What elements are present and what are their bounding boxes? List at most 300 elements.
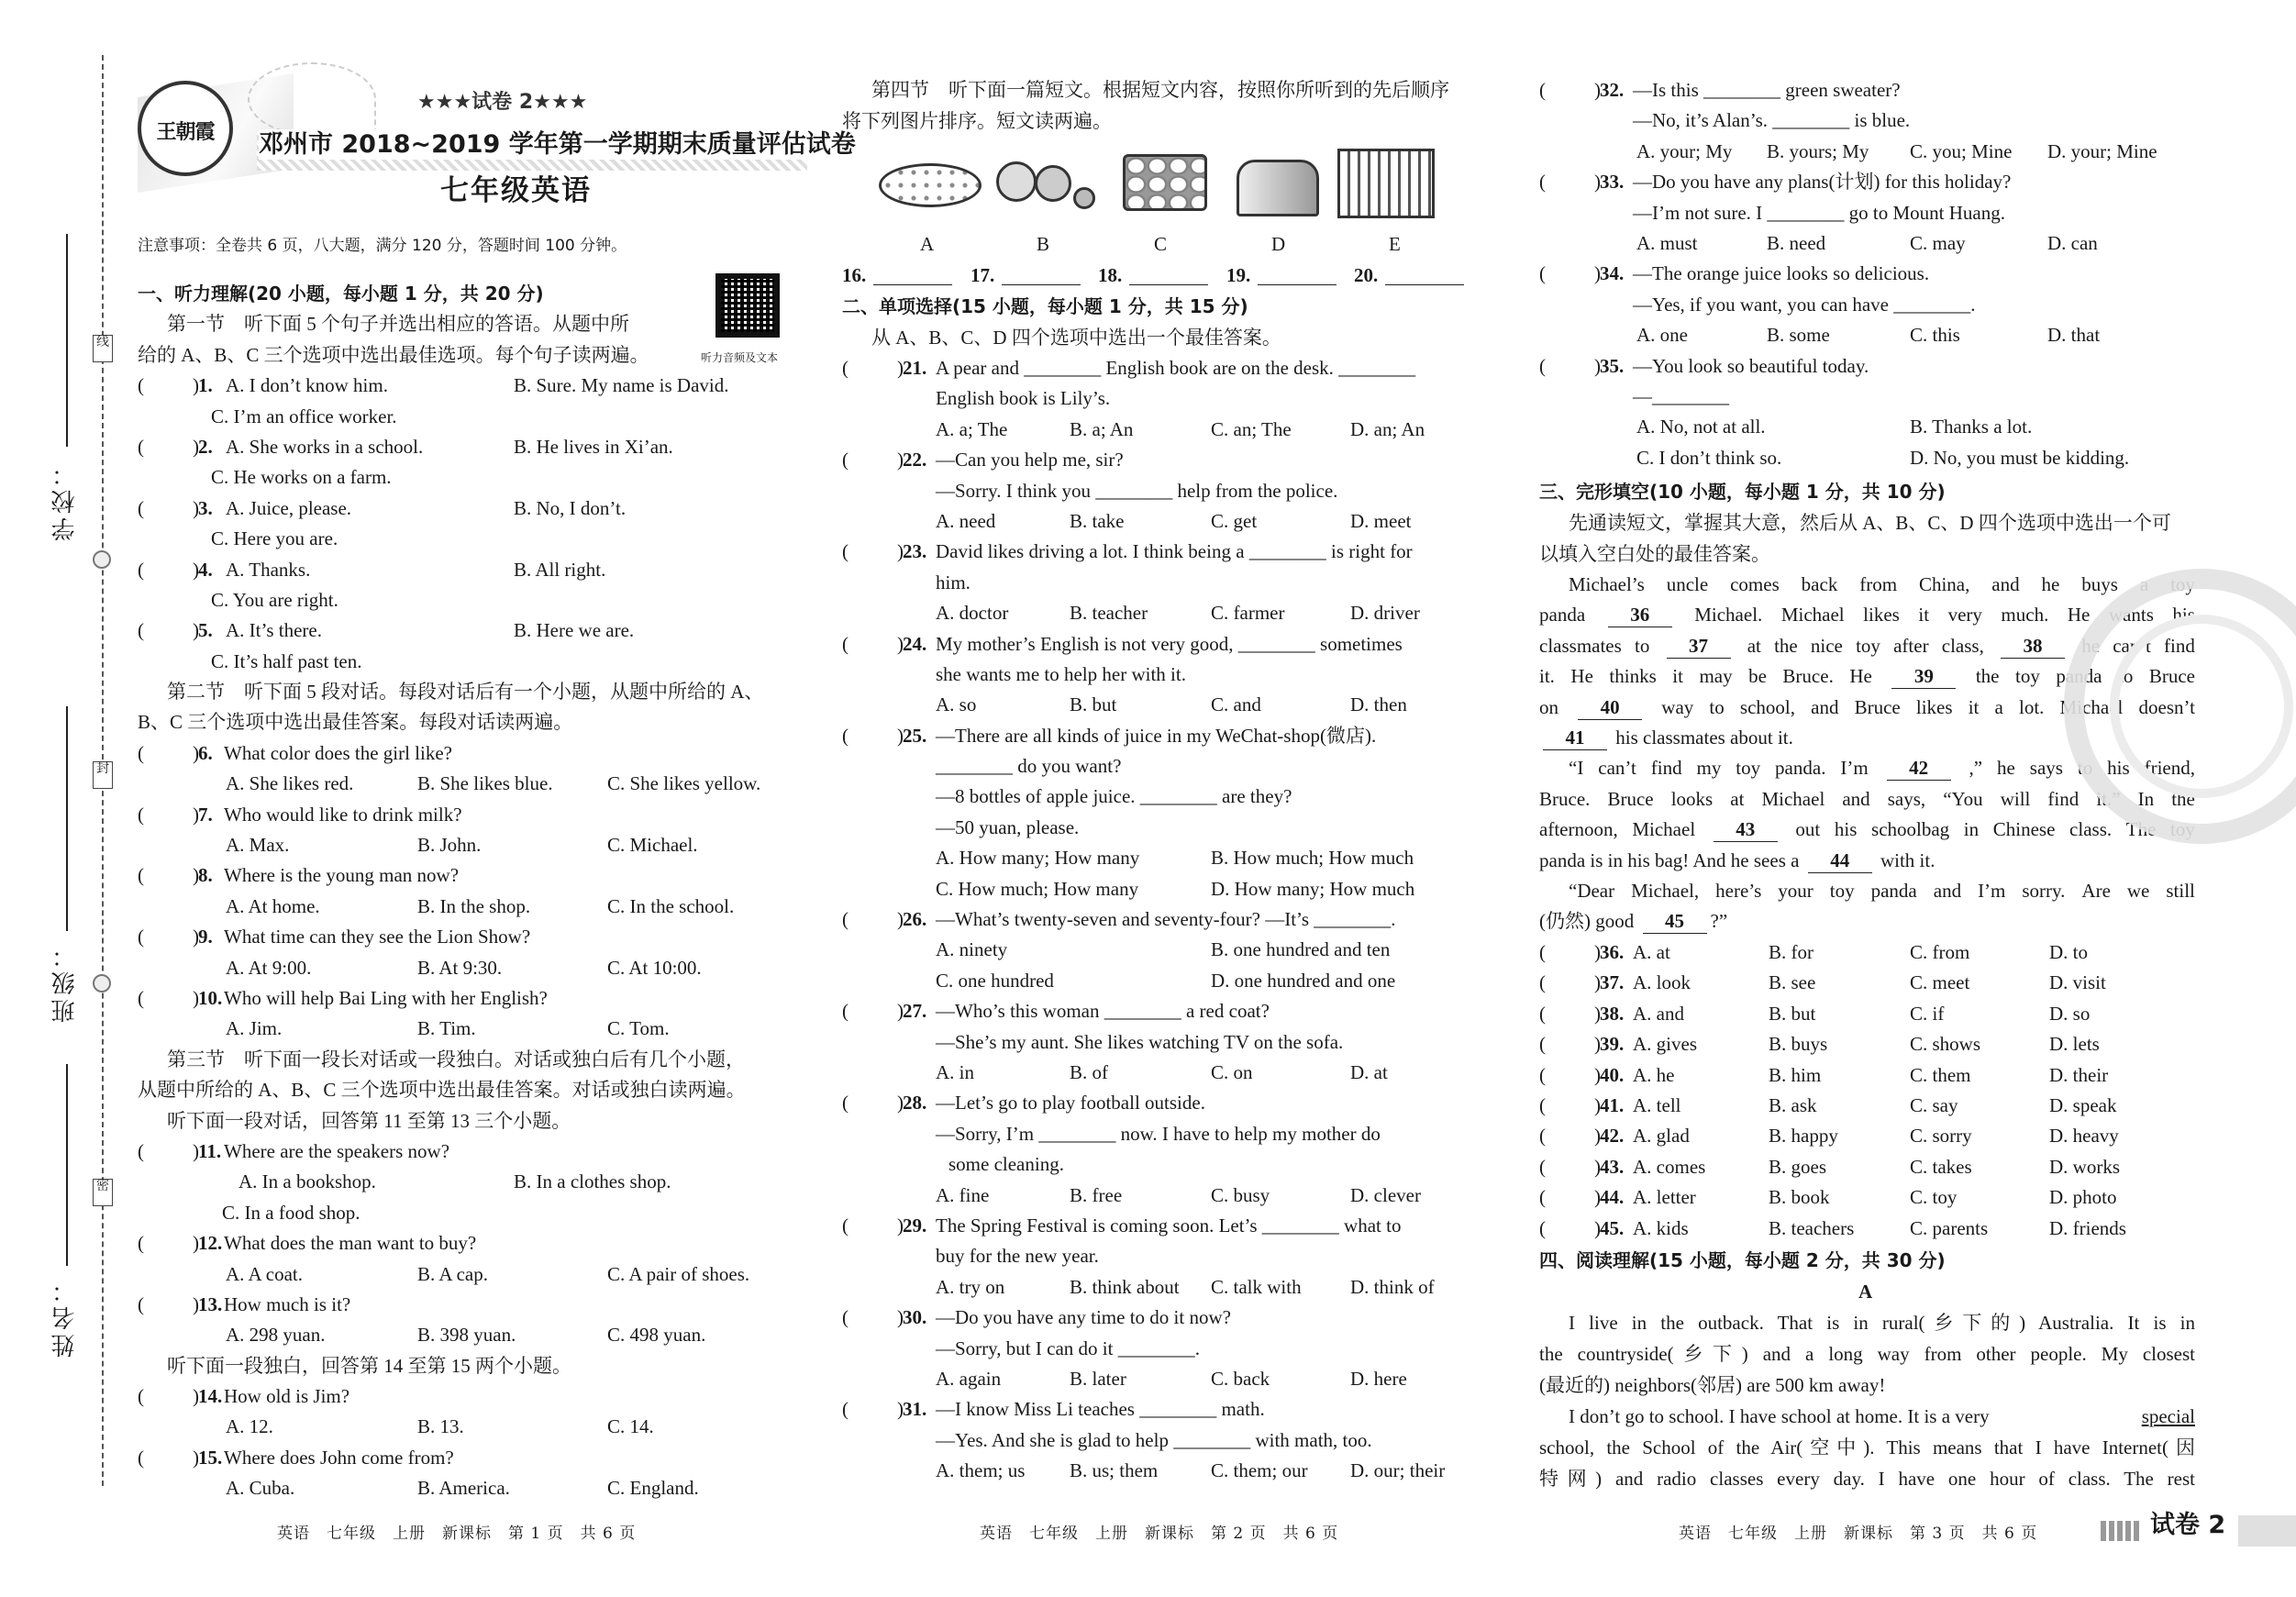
option-c[interactable]: C. sorry — [1910, 1125, 1972, 1148]
cloze-text: with it. — [1875, 848, 1936, 871]
cloze-word: school, — [1739, 695, 1795, 718]
option-a[interactable]: A. 298 yuan. — [226, 1324, 326, 1347]
cloze-intro-2: 以填入空白处的最佳答案。 — [1539, 543, 1770, 565]
answer-paren-open: ( — [1539, 1093, 1546, 1116]
cloze-word: panda — [1870, 879, 1917, 902]
option-c[interactable]: C. farmer — [1211, 602, 1285, 625]
option-b[interactable]: B. happy — [1769, 1125, 1838, 1148]
answer-paren-open: ( — [1539, 971, 1546, 994]
option-a[interactable]: A. again — [936, 1367, 1002, 1390]
option-a[interactable]: A. tell — [1633, 1093, 1681, 1116]
cloze-word: find — [2047, 787, 2080, 810]
question-text: What does the man want to buy? — [224, 1232, 477, 1255]
option-row — [138, 1198, 807, 1228]
answer-paren-open: ( — [138, 1292, 144, 1315]
option-a[interactable]: A. No, not at all. — [1636, 416, 1766, 438]
option-d[interactable]: D. can — [2047, 231, 2098, 254]
footer-page-3: 英语 七年级 上册 新课标 第 3 页 共 6 页 — [1679, 1525, 2038, 1543]
option-b[interactable]: B. He lives in Xi’an. — [514, 435, 673, 458]
option-b[interactable]: B. teachers — [1769, 1216, 1855, 1239]
option-c[interactable]: C. She likes yellow. — [607, 772, 761, 795]
answer-paren-open: ( — [138, 1139, 144, 1162]
question-text: —Do you have any time to do it now? — [936, 1306, 1231, 1329]
option-c[interactable]: C. them; our — [1211, 1459, 1308, 1482]
option-b[interactable]: B. She likes blue. — [417, 772, 553, 795]
options-row — [138, 1412, 807, 1442]
cloze-word: at — [1747, 634, 1761, 657]
option-row — [138, 524, 807, 554]
answer-paren-open: ( — [842, 724, 849, 747]
cloze-word: China, — [1918, 573, 1970, 595]
option-c[interactable]: C. toy — [1910, 1186, 1958, 1209]
answer-paren-open: ( — [1539, 1002, 1546, 1025]
cloze-blank-41[interactable]: 41 — [1543, 726, 1607, 750]
cloze-blank-44[interactable]: 44 — [1808, 848, 1872, 873]
answer-paren-close: ) — [193, 1292, 199, 1315]
option-c[interactable]: C. them — [1910, 1063, 1971, 1086]
cloze-word: He — [2067, 604, 2091, 627]
option-a[interactable]: C. How much; How many — [936, 877, 1139, 900]
option-c[interactable]: C. England. — [607, 1477, 699, 1500]
option-c[interactable]: C. this — [1910, 324, 1960, 347]
option-a[interactable]: A. I don’t know him. — [226, 374, 388, 397]
column-2 — [842, 353, 1498, 1486]
question-row — [138, 1137, 807, 1167]
option-b[interactable]: B. yours; My — [1767, 139, 1869, 162]
option-c[interactable]: C. and — [1211, 693, 1261, 716]
option-d[interactable]: D. driver — [1350, 602, 1420, 625]
cloze-word: and — [1991, 573, 2020, 595]
option-c[interactable]: C. A pair of shoes. — [607, 1262, 750, 1285]
option-c[interactable]: C. In the school. — [607, 894, 735, 917]
option-b[interactable]: B. later — [1070, 1367, 1126, 1390]
option-d[interactable]: D. so — [2049, 1002, 2091, 1025]
cloze-blank-38[interactable]: 38 — [2001, 634, 2065, 659]
option-a[interactable]: C. I don’t think so. — [1636, 446, 1782, 469]
option-d[interactable]: D. here — [1350, 1367, 1407, 1390]
question-text: —50 yuan, please. — [936, 815, 1080, 838]
option-c[interactable]: C. It’s half past ten. — [211, 649, 362, 672]
question-row — [842, 537, 1498, 567]
answer-paren-open: ( — [1539, 941, 1546, 963]
question-number: 34. — [1600, 262, 1625, 285]
option-b[interactable]: D. one hundred and one — [1211, 969, 1396, 992]
option-c[interactable]: C. get — [1211, 509, 1258, 532]
question-number: 41. — [1600, 1093, 1625, 1116]
cloze-word: Bruce — [2148, 665, 2195, 688]
order-blank-20: 20. — [1354, 261, 1464, 291]
cloze-blank-45[interactable]: 45 — [1643, 909, 1707, 934]
name-field[interactable] — [66, 1064, 68, 1266]
option-d[interactable]: D. photo — [2049, 1186, 2117, 1209]
option-d[interactable]: D. think of — [1350, 1275, 1435, 1298]
option-b[interactable]: B. but — [1769, 1002, 1816, 1025]
option-c[interactable]: C. He works on a farm. — [211, 466, 392, 489]
option-a[interactable]: A. try on — [936, 1275, 1005, 1298]
options-row — [842, 690, 1498, 720]
option-d[interactable]: D. to — [2049, 941, 2088, 963]
instruction-text: 第一节 听下面 5 个句子并选出相应的答语。从题中所 — [167, 313, 629, 336]
option-d[interactable]: D. that — [2047, 324, 2101, 347]
option-b[interactable]: B. No, I don’t. — [514, 496, 627, 519]
option-d[interactable]: D. your; Mine — [2047, 139, 2157, 162]
exam-title: 邓州市 2018~2019 学年第一学期期末质量评估试卷 — [259, 129, 861, 160]
question-row — [138, 738, 807, 769]
option-a[interactable]: A. A coat. — [226, 1262, 303, 1285]
option-b[interactable]: D. How many; How much — [1211, 877, 1415, 900]
answer-paren-close: ) — [897, 540, 904, 563]
cloze-word: toy — [2170, 818, 2195, 841]
question-row — [842, 1088, 1498, 1118]
cloze-line — [1539, 906, 2195, 937]
options-row — [842, 1364, 1498, 1394]
option-c[interactable]: C. from — [1910, 941, 1970, 963]
school-field[interactable] — [66, 234, 68, 447]
option-d[interactable]: D. an; An — [1350, 417, 1425, 440]
option-b[interactable]: B. All right. — [514, 558, 606, 581]
cloze-word: much. — [2001, 604, 2049, 627]
question-text: —Let’s go to play football outside. — [936, 1092, 1205, 1115]
option-c[interactable]: C. shows — [1910, 1033, 1981, 1056]
reading-line-6: 特网) and radio classes every day. I have one hour of class. The rest — [1539, 1468, 2195, 1490]
section-4-intro-1: 第四节 听下面一篇短文。根据短文内容，按照你所听到的先后顺序 — [871, 79, 1449, 101]
cloze-option-row — [1539, 1091, 2195, 1121]
option-a[interactable]: A. letter — [1633, 1186, 1696, 1209]
option-a[interactable]: A. must — [1636, 231, 1698, 254]
option-c[interactable]: C. talk with — [1211, 1275, 1302, 1298]
answer-paren-close: ) — [193, 864, 199, 887]
cloze-options — [1539, 937, 2195, 1244]
cloze-blank-37[interactable]: 37 — [1667, 634, 1731, 659]
option-b[interactable]: B. A cap. — [417, 1262, 488, 1285]
option-c[interactable]: C. 498 yuan. — [607, 1324, 706, 1347]
option-c[interactable]: C. Here you are. — [211, 527, 338, 550]
options-row — [842, 1181, 1498, 1211]
option-c[interactable]: C. say — [1910, 1093, 1958, 1116]
option-b[interactable]: B. some — [1767, 324, 1830, 347]
option-a[interactable]: A. doctor — [936, 602, 1009, 625]
answer-paren-open: ( — [138, 741, 144, 764]
instruction-line — [138, 1351, 807, 1381]
question-number: 44. — [1600, 1186, 1625, 1209]
option-b[interactable]: B. free — [1070, 1183, 1123, 1206]
option-c[interactable]: C. takes — [1910, 1155, 1972, 1178]
reading-line-5: school, the School of the Air(空中). This means that I have Internet(因 — [1539, 1436, 2195, 1458]
order-answer-field[interactable] — [1002, 263, 1081, 285]
continuation-line — [842, 782, 1498, 812]
continuation-line — [842, 383, 1498, 414]
answer-paren-open: ( — [1539, 1186, 1546, 1209]
question-text: —Sorry. I think you ________ help from the police. — [936, 479, 1338, 502]
reading-line-4-text: I don’t go to school. I have school at home. It is a very — [1569, 1405, 1994, 1427]
question-text: —________ — [1633, 384, 1729, 407]
option-b[interactable]: B. Here we are. — [514, 619, 635, 642]
class-field[interactable] — [66, 706, 68, 931]
option-b[interactable]: B. of — [1070, 1060, 1108, 1083]
footer-page-1: 英语 七年级 上册 新课标 第 1 页 共 6 页 — [277, 1525, 637, 1543]
question-text: Where are the speakers now? — [224, 1139, 450, 1162]
option-c[interactable]: C. meet — [1910, 971, 1970, 994]
cloze-word: Michael. — [1694, 604, 1763, 627]
answer-paren-open: ( — [1539, 1063, 1546, 1086]
option-d[interactable]: D. speak — [2049, 1093, 2117, 1116]
option-b[interactable]: B. In the shop. — [417, 894, 531, 917]
option-b[interactable]: B. see — [1769, 971, 1816, 994]
option-a[interactable]: A. She likes red. — [226, 772, 354, 795]
question-row — [138, 983, 807, 1014]
question-number: 1. — [198, 374, 213, 397]
cloze-word: it — [1672, 665, 1683, 688]
option-a[interactable]: A. at — [1633, 941, 1670, 963]
question-number: 4. — [198, 558, 213, 581]
option-a[interactable]: A. one — [1636, 324, 1688, 347]
option-b[interactable]: B. one hundred and ten — [1211, 938, 1391, 961]
option-a[interactable]: A. a; The — [936, 417, 1008, 440]
question-number: 12. — [198, 1232, 223, 1255]
option-c[interactable]: C. on — [1211, 1060, 1253, 1083]
cloze-word: his — [1834, 818, 1858, 841]
option-d[interactable]: D. visit — [2049, 971, 2106, 994]
option-c[interactable]: C. Michael. — [607, 834, 698, 857]
option-d[interactable]: D. then — [1350, 693, 1407, 716]
option-a[interactable]: C. one hundred — [936, 969, 1054, 992]
answer-paren-close: ) — [193, 1385, 199, 1408]
question-row — [842, 445, 1498, 475]
option-a[interactable]: A. them; us — [936, 1459, 1026, 1482]
option-d[interactable]: D. at — [1350, 1060, 1388, 1083]
option-d[interactable]: D. clever — [1350, 1183, 1421, 1206]
option-a[interactable]: A. Jim. — [226, 1017, 283, 1040]
cloze-option-row — [1539, 1029, 2195, 1059]
option-b[interactable]: B. Tim. — [417, 1017, 476, 1040]
cloze-word: doesn’t — [2138, 695, 2195, 718]
question-text: —She’s my aunt. She likes watching TV on the sofa. — [936, 1030, 1344, 1053]
picture-letter-a: A — [920, 233, 935, 255]
question-row — [842, 996, 1498, 1026]
cloze-word: it — [1918, 604, 1930, 627]
cloze-option-row — [1539, 1214, 2195, 1244]
option-c[interactable]: C. parents — [1910, 1216, 1989, 1239]
question-text: Where does John come from? — [224, 1446, 454, 1469]
cloze-word: “I — [1569, 757, 1584, 780]
option-a[interactable]: A. Thanks. — [226, 558, 311, 581]
option-d[interactable]: D. our; their — [1350, 1459, 1446, 1482]
option-a[interactable]: A. She works in a school. — [226, 435, 424, 458]
option-b[interactable]: B. teacher — [1070, 602, 1148, 625]
cloze-blank-39[interactable]: 39 — [1891, 664, 1956, 689]
options-row — [138, 769, 807, 799]
cloze-text: panda is in his bag! And he sees a — [1539, 848, 1804, 871]
cloze-word: and — [1933, 879, 1962, 902]
continuation-line — [1539, 198, 2195, 228]
cloze-word: buys — [2081, 573, 2118, 595]
option-d[interactable]: D. lets — [2049, 1033, 2100, 1056]
option-b[interactable]: B. Thanks a lot. — [1910, 416, 2033, 438]
option-a[interactable]: A. gives — [1633, 1033, 1697, 1056]
option-a[interactable]: A. look — [1633, 971, 1691, 994]
option-c[interactable]: C. may — [1910, 231, 1966, 254]
question-text: —The orange juice looks so delicious. — [1633, 262, 1930, 285]
option-d[interactable]: D. heavy — [2049, 1125, 2119, 1148]
option-c[interactable]: C. You are right. — [211, 588, 338, 611]
instruction-line — [138, 677, 807, 707]
column-1 — [138, 279, 807, 1504]
option-a[interactable]: A. your; My — [1636, 139, 1733, 162]
subject-title: 七年级英语 — [440, 174, 592, 207]
answer-paren-close: ) — [897, 1092, 904, 1115]
cloze-option-row — [1539, 1152, 2195, 1182]
option-b[interactable]: B. Sure. My name is David. — [514, 374, 729, 397]
cloze-blank-40[interactable]: 40 — [1578, 695, 1642, 720]
option-d[interactable]: D. friends — [2049, 1216, 2126, 1239]
option-a[interactable]: A. fine — [936, 1183, 990, 1206]
section-2-intro: 从 A、B、C、D 四个选项中选出一个最佳答案。 — [871, 327, 1281, 349]
option-d[interactable]: D. meet — [1350, 509, 1412, 532]
instruction-line — [138, 340, 807, 371]
option-b[interactable]: B. 13. — [417, 1415, 464, 1438]
order-answer-field[interactable] — [1129, 263, 1208, 285]
answer-paren-open: ( — [842, 1214, 849, 1237]
question-number: 7. — [198, 803, 213, 826]
question-text: What time can they see the Lion Show? — [224, 926, 531, 948]
cloze-word: Michael — [1780, 604, 1845, 627]
question-number: 26. — [903, 908, 927, 931]
option-c[interactable]: C. an; The — [1211, 417, 1292, 440]
options-row — [138, 1259, 807, 1290]
option-b[interactable]: B. for — [1769, 941, 1814, 963]
option-b[interactable]: B. At 9:30. — [417, 956, 503, 979]
question-text: some cleaning. — [948, 1153, 1064, 1176]
option-b[interactable]: B. America. — [417, 1477, 510, 1500]
order-answer-field[interactable] — [1258, 263, 1337, 285]
cloze-word: find — [1650, 757, 1682, 780]
option-a[interactable]: A. At 9:00. — [226, 956, 312, 979]
option-a[interactable]: A. It’s there. — [226, 619, 322, 642]
option-c[interactable]: C. Tom. — [607, 1017, 670, 1040]
option-c[interactable]: C. 14. — [607, 1415, 654, 1438]
option-b[interactable]: B. ask — [1769, 1093, 1817, 1116]
question-number: 24. — [903, 632, 927, 655]
option-b[interactable]: B. but — [1070, 693, 1117, 716]
cloze-word: and — [1842, 787, 1870, 810]
section-heading — [138, 279, 807, 309]
option-a[interactable]: A. kids — [1633, 1216, 1689, 1239]
option-b[interactable]: B. 398 yuan. — [417, 1324, 516, 1347]
option-b[interactable]: B. book — [1769, 1186, 1830, 1209]
question-text: —There are all kinds of juice in my WeChat-shop(微店). — [936, 724, 1377, 747]
answer-paren-close: ) — [193, 741, 199, 764]
order-answer-field[interactable] — [1385, 263, 1464, 285]
question-number: 40. — [1600, 1063, 1625, 1086]
option-b[interactable]: D. No, you must be kidding. — [1910, 446, 2130, 469]
cloze-word: comes — [1730, 573, 1780, 595]
option-d[interactable]: D. their — [2049, 1063, 2109, 1086]
answer-paren-open: ( — [1539, 1155, 1546, 1178]
option-d[interactable]: D. works — [2049, 1155, 2120, 1178]
option-a[interactable]: A. How many; How many — [936, 847, 1140, 870]
option-a[interactable]: A. 12. — [226, 1415, 273, 1438]
option-c[interactable]: C. I’m an office worker. — [211, 405, 397, 427]
option-a[interactable]: A. he — [1633, 1063, 1675, 1086]
option-a[interactable]: A. In a bookshop. — [238, 1170, 376, 1193]
option-b[interactable]: B. John. — [417, 834, 482, 857]
option-c[interactable]: C. In a food shop. — [222, 1201, 360, 1224]
option-a[interactable]: A. in — [936, 1060, 974, 1083]
cloze-blank-36[interactable]: 36 — [1608, 603, 1672, 627]
cloze-word: toy — [1856, 634, 1880, 657]
option-b[interactable]: B. take — [1070, 509, 1125, 532]
order-blank-19: 19. — [1226, 261, 1337, 291]
option-b[interactable]: B. him — [1769, 1063, 1822, 1086]
question-text: Who will help Bai Ling with her English? — [224, 986, 548, 1009]
option-a[interactable]: A. so — [936, 693, 977, 716]
options-row — [138, 1320, 807, 1350]
question-text: The Spring Festival is coming soon. Let’s ________ what to — [936, 1214, 1402, 1237]
cloze-intro-1: 先通读短文，掌握其大意，然后从 A、B、C、D 四个选项中选出一个可 — [1569, 512, 2171, 534]
option-b[interactable]: B. us; them — [1070, 1459, 1159, 1482]
cloze-word: it. — [1539, 665, 1555, 688]
question-text: My mother’s English is not very good, ________ sometimes — [936, 632, 1403, 655]
picture-letter-e: E — [1389, 233, 1401, 255]
answer-paren-close: ) — [1594, 1155, 1601, 1178]
option-b[interactable]: B. goes — [1769, 1155, 1826, 1178]
option-a[interactable]: A. Juice, please. — [226, 496, 352, 519]
instruction-text: 第二节 听下面 5 段对话。每段对话后有一个小题，从题中所给的 A、 — [167, 681, 764, 704]
answer-paren-close: ) — [1594, 354, 1601, 377]
question-number: 42. — [1600, 1125, 1625, 1148]
option-b[interactable]: B. In a clothes shop. — [514, 1170, 671, 1193]
option-b[interactable]: B. a; An — [1070, 417, 1134, 440]
cloze-word: panda — [1539, 604, 1586, 627]
answer-paren-open: ( — [842, 1092, 849, 1115]
question-row — [842, 1303, 1498, 1333]
option-a[interactable]: A. and — [1633, 1002, 1684, 1025]
instruction-line — [138, 1045, 807, 1075]
cloze-word: likes — [1863, 604, 1900, 627]
option-a[interactable]: A. Max. — [226, 834, 290, 857]
options-row — [842, 843, 1498, 873]
option-a[interactable]: A. comes — [1633, 1155, 1706, 1178]
option-b[interactable]: B. think about — [1070, 1275, 1180, 1298]
option-c[interactable]: C. back — [1211, 1367, 1270, 1390]
cloze-word: after — [1893, 634, 1929, 657]
option-b[interactable]: B. need — [1767, 231, 1826, 254]
answer-paren-open: ( — [138, 864, 144, 887]
option-c[interactable]: C. you; Mine — [1910, 139, 2013, 162]
cloze-word: I’m — [1978, 879, 2006, 902]
picture-strip — [842, 147, 1503, 229]
option-b[interactable]: B. buys — [1769, 1033, 1828, 1056]
order-blank-18: 18. — [1098, 261, 1208, 291]
option-c[interactable]: C. busy — [1211, 1183, 1270, 1206]
cloze-word: Michael — [1761, 787, 1825, 810]
question-text: she wants me to help her with it. — [936, 662, 1186, 685]
instruction-line — [138, 707, 807, 738]
option-c[interactable]: C. if — [1910, 1002, 1945, 1025]
option-a[interactable]: A. At home. — [226, 894, 320, 917]
cloze-blank-42[interactable]: 42 — [1887, 756, 1951, 781]
option-a[interactable]: A. need — [936, 509, 996, 532]
option-c[interactable]: C. At 10:00. — [607, 956, 702, 979]
option-a[interactable]: A. Cuba. — [226, 1477, 295, 1500]
cloze-blank-43[interactable]: 43 — [1714, 817, 1778, 842]
cloze-word: The — [2125, 818, 2157, 841]
option-a[interactable]: A. ninety — [936, 938, 1008, 961]
option-a[interactable]: A. glad — [1633, 1125, 1690, 1148]
order-answer-field[interactable] — [873, 263, 952, 285]
reading-line-1: I live in the outback. That is in rural(乡下的) Australia. It is in — [1569, 1312, 2195, 1334]
option-b[interactable]: B. How much; How much — [1211, 847, 1414, 870]
